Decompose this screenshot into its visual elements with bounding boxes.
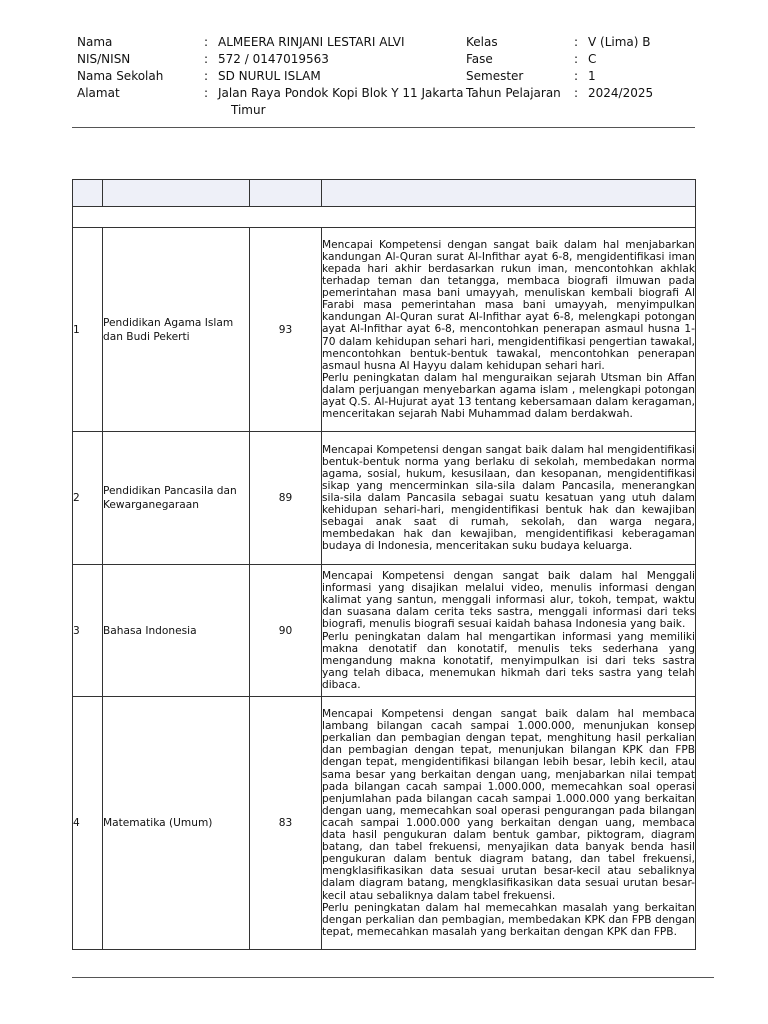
colon: : [574,69,579,83]
sekolah-label: Nama Sekolah [77,69,164,83]
table-row [73,565,696,697]
subject-name: Pendidikan Pancasila dan Kewarganegaraan [103,432,250,565]
row-sekolah [77,68,697,85]
footer-divider [72,977,714,978]
achievement-text: Mencapai Kompetensi dengan sangat baik dalam hal menjabarkan kandungan Al-Quran surat Al-Infithar ayat 6-8, mengidentifikasi iman kepada hari akhir berdasarkan rukun iman, mencontohkan akhlak terhadap teman dan tetangga, membaca biografi ilmuwan pada pemerintahan masa bani umayyah, menuliskan kembali biografi Al Farabi masa pemerintahan masa bani umayyah, menyimpulkan kandungan Al-Quran surat Al-Infithar ayat 6-8, melengkapi potongan ayat Al-Infithar ayat 6-8, mencontohkan penerapan asmaul husna 1-70 dalam kehidupan sehari hari, mengidentifikasi pengertian tawakal, mencontohkan bentuk-bentuk tawakal, mencontohkan penerapan asmaul husna Al Hayyu dalam kehidupan sehari hari. [322,238,695,372]
alamat-label: Alamat [77,86,120,100]
header-cell-subject [103,180,250,207]
semester-value: 1 [588,69,596,83]
subject-score: 89 [250,432,322,565]
colon: : [204,35,209,49]
subject-score: 90 [250,565,322,697]
fase-value: C [588,52,597,66]
subject-name: Bahasa Indonesia [103,565,250,697]
kelas-label: Kelas [466,35,498,49]
table-row [73,228,696,432]
achievement-text: Mencapai Kompetensi dengan sangat baik dalam hal Menggali informasi yang disajikan melalui video, menulis informasi dengan kalimat yang santun, menggali informasi alur, tokoh, tempat, waktu dan suasana dalam cerita teks sastra, menggali informasi dari teks biografi, menulis biografi sesuai kaidah bahasa Indonesia yang baik. [322,570,695,631]
fase-label: Fase [466,52,493,66]
colon: : [204,52,209,66]
header-cell-no [73,180,103,207]
row-number: 3 [73,565,103,697]
kelas-value: V (Lima) B [588,35,651,49]
improvement-text: Perlu peningkatan dalam hal menguraikan sejarah Utsman bin Affan dalam perjuangan menyebarkan agama islam , melengkapi potongan ayat Q.S. Al-Hujurat ayat 13 tentang kebersamaan dalam keragaman, menceritakan sejarah Nabi Muhammad dalam berdakwah. [322,371,695,421]
subject-description [322,228,696,432]
row-alamat [77,85,697,119]
subject-description [322,565,696,697]
subject-name: Matematika (Umum) [103,697,250,950]
header-cell-description [322,180,696,207]
header-cell-score [250,180,322,207]
tahun-value: 2024/2025 [588,86,654,100]
improvement-text: Perlu peningkatan dalam hal memecahkan masalah yang berkaitan dengan perkalian dan pembagian, membedakan KPK dan FPB dengan tepat, memecahkan masalah yang berkaitan dengan KPK dan FPB. [322,901,695,938]
sekolah-value: SD NURUL ISLAM [218,69,321,83]
alamat-value [218,85,464,119]
student-info-header [77,34,697,119]
achievement-text: Mencapai Kompetensi dengan sangat baik dalam hal mengidentifikasi bentuk-bentuk norma yang berlaku di sekolah, membedakan norma agama, sosial, hukum, kesusilaan, dan kesopanan, mengidentifikasi sikap yang mencerminkan sila-sila dalam Pancasila, menerangkan sila-sila dalam Pancasila sebagai suatu kesatuan yang utuh dalam kehidupan sehari-hari, mengidentifikasi bentuk hak dan kewajiban sebagai anak saat di rumah, sekolah, dan warga negara, membedakan hak dan kewajiban, mengidentifikasi keberagaman budaya di Indonesia, menceritakan suku budaya keluarga. [322,443,695,553]
colon: : [204,86,209,100]
subject-score: 93 [250,228,322,432]
tahun-label: Tahun Pelajaran [466,86,561,100]
row-nama [77,34,697,51]
nisn-value: 572 / 0147019563 [218,52,329,66]
alamat-line-1: Jalan Raya Pondok Kopi Blok Y 11 Jakarta [218,86,464,100]
grades-table [72,179,696,950]
group-row [73,207,696,228]
subject-description [322,432,696,565]
row-number: 1 [73,228,103,432]
row-number: 2 [73,432,103,565]
colon: : [574,86,579,100]
colon: : [574,35,579,49]
nisn-label: NIS/NISN [77,52,131,66]
nama-label: Nama [77,35,113,49]
subject-score: 83 [250,697,322,950]
group-cell [73,207,696,228]
nama-value: ALMEERA RINJANI LESTARI ALVI [218,35,405,49]
row-nisn [77,51,697,68]
improvement-text: Perlu peningkatan dalam hal mengartikan informasi yang memiliki makna denotatif dan konotatif, menulis teks sederhana yang mengandung makna konotatif, menyimpulkan isi dari teks sastra yang telah dibaca, menemukan hikmah dari teks sastra yang telah dibaca. [322,630,695,691]
table-header-row [73,180,696,207]
alamat-line-2: Timur [231,103,266,117]
header-divider [72,127,695,128]
table-row [73,432,696,565]
subject-name: Pendidikan Agama Islam dan Budi Pekerti [103,228,250,432]
colon: : [204,69,209,83]
row-number: 4 [73,697,103,950]
semester-label: Semester [466,69,524,83]
colon: : [574,52,579,66]
table-row [73,697,696,950]
subject-description [322,697,696,950]
achievement-text: Mencapai Kompetensi dengan sangat baik dalam hal membaca lambang bilangan cacah sampai 1.000.000, menunjukan konsep perkalian dan pembagian dengan tepat, menghitung hasil perkalian dan pembagian dengan tepat, menunjukan bilangan KPK dan FPB dengan tepat, mengidentifikasi bilangan lebih besar, lebih kecil, atau sama besar yang berkaitan dengan uang, menjabarkan nilai tempat pada bilangan cacah sampai 1.000.000, memecahkan soal operasi penjumlahan pada bilangan cacah sampai 1.000.000 yang berkaitan dengan uang, memecahkan soal operasi pengurangan pada bilangan cacah sampai 1.000.000 yang berkaitan dengan uang, membaca data hasil pengukuran dalam bentuk gambar, piktogram, diagram batang, dan tabel frekuensi, menyajikan data banyak benda hasil pengukuran dalam bentuk diagram batang, dan tabel frekuensi, mengklasifikasikan data sesuai urutan besar-kecil atau sebaliknya dalam diagram batang, mengklasifikasikan data sesuai urutan besar-kecil atau sebaliknya dalam tabel frekuensi. [322,708,695,902]
